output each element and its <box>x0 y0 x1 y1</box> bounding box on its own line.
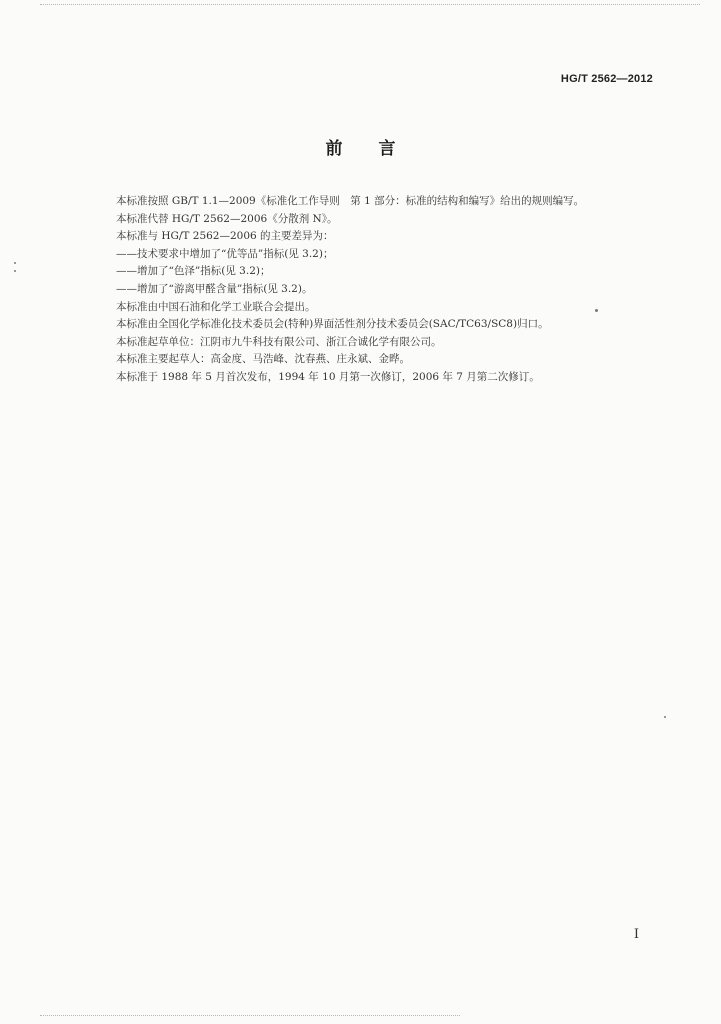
foreword-body <box>116 193 676 387</box>
list-item-difference: ——增加了“游离甲醛含量”指标(见 3.2)。 <box>116 282 313 295</box>
scan-edge-top <box>40 4 700 7</box>
paragraph-drafters: 本标准主要起草人：高金度、马浩峰、沈春燕、庄永斌、金晔。 <box>116 353 410 366</box>
page-title: 前言 <box>325 139 432 159</box>
paragraph-drafting-units: 本标准起草单位：江阴市九牛科技有限公司、浙江合诚化学有限公司。 <box>116 335 442 348</box>
scan-speck <box>14 270 16 272</box>
paragraph-differences-intro: 本标准与 HG/T 2562—2006 的主要差异为： <box>116 230 334 243</box>
list-item-difference: ——增加了“色泽”指标(见 3.2)； <box>116 265 271 278</box>
paragraph-drafting-rules: 本标准按照 GB/T 1.1—2009《标准化工作导则 第 1 部分：标准的结构和编写》给出的规则编写。 <box>116 195 585 207</box>
scan-speck <box>14 262 16 264</box>
paragraph-replaces: 本标准代替 HG/T 2562—2006《分散剂 N》。 <box>116 212 338 225</box>
paragraph-technical-committee: 本标准由全国化学标准化技术委员会(特种)界面活性剂分技术委员会(SAC/TC63/SC8)归口。 <box>116 318 549 331</box>
scan-edge-bottom <box>40 1015 460 1018</box>
list-item-difference: ——技术要求中增加了“优等品”指标(见 3.2)； <box>116 247 334 260</box>
scan-speck <box>664 716 666 718</box>
paragraph-proposed-by: 本标准由中国石油和化学工业联合会提出。 <box>116 300 316 313</box>
scan-speck <box>595 309 598 312</box>
standard-number: HG/T 2562—2012 <box>560 73 653 85</box>
page-number: I <box>633 927 639 942</box>
paragraph-history: 本标准于 1988 年 5 月首次发布，1994 年 10 月第一次修订，2006 年 7 月第二次修订。 <box>116 370 540 383</box>
